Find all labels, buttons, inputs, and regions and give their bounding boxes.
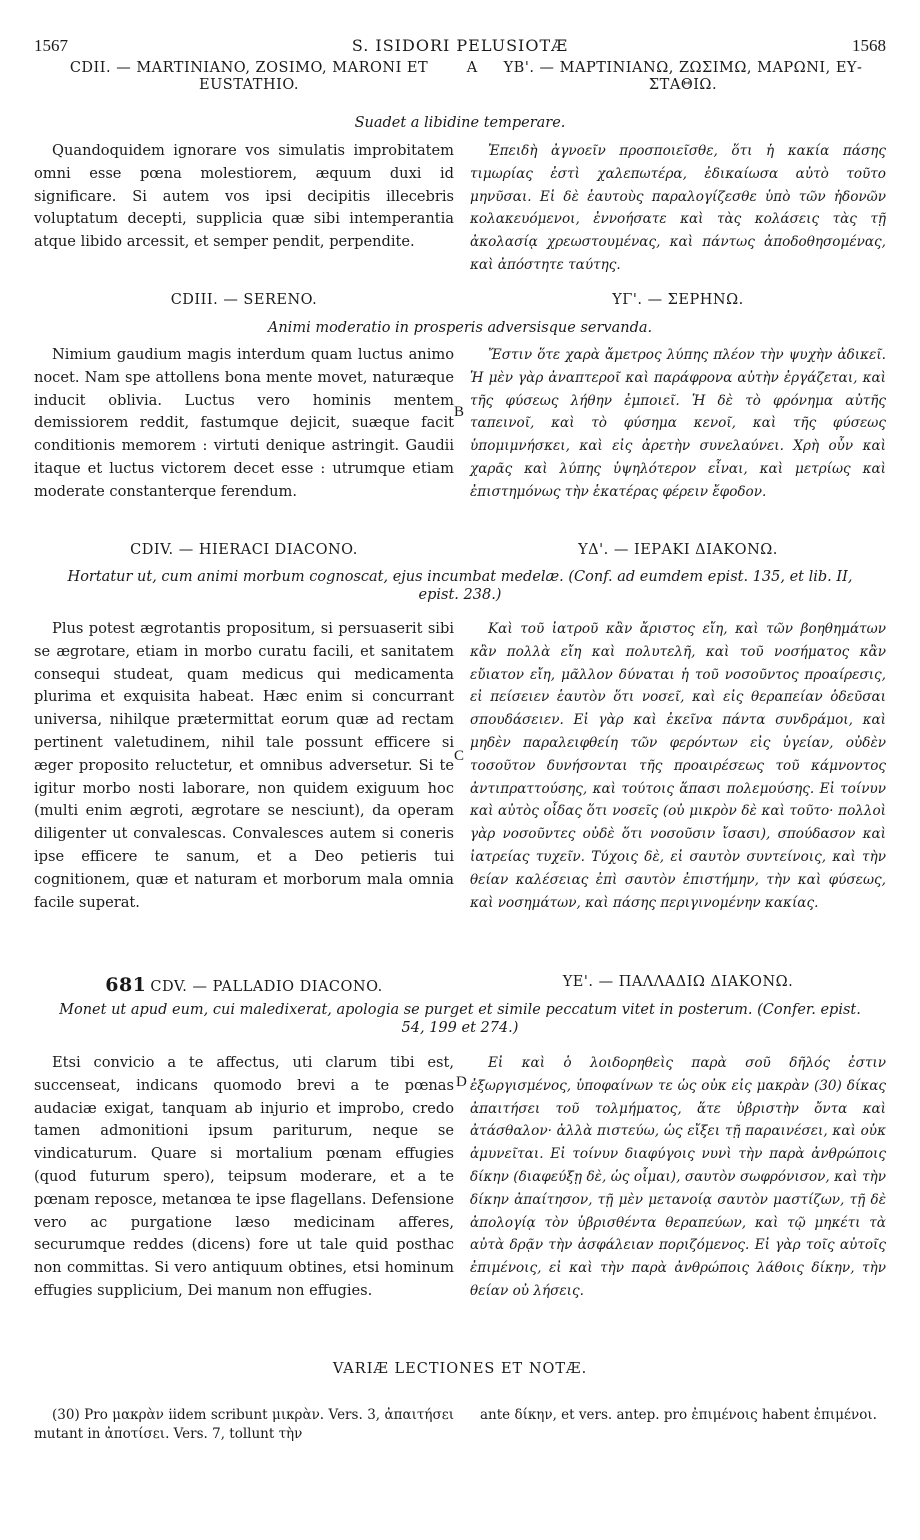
letter-403-greek-text: Ἔστιν ὅτε χαρὰ ἄμετρος λύπης πλέον τὴν ψυχὴν ἀδικεῖ. Ἡ μὲν γὰρ ἀναπτεροῖ καὶ παράφρονα αὐτὴν ἐργάζεται, καὶ τῆς φύσεως λήθην ἐμποιεῖ. Ἡ δὲ τὸ φρόνημα αὐτῆς ταπεινοῖ, καὶ τὸ φύσημα κενοῖ, καὶ τῆς φύσεως ὑπομιμνήσκει, καὶ εἰς ἀρετὴν συνελαύνει. Χρὴ οὖν καὶ χαρᾶς καὶ λύπης ὑψηλότερον εἶναι, καὶ μετρίως καὶ ἐπιστημόνως τὴν ἑκατέρας φέρειν ἔφοδον. (470, 347, 886, 500)
letter-405-greek-title: ΥΕ'. — ΠΑΛΛΑΔΙΩ ΔΙΑΚΟΝΩ. (562, 974, 794, 990)
letter-405-latin-title: 681 CDV. — PALLADIO DIACONO. (105, 974, 383, 996)
page-header (34, 36, 886, 58)
letter-404-greek-title: ΥΔ'. — ΙΕΡΑΚΙ ΔΙΑΚΟΝΩ. (578, 542, 778, 558)
book-title: S. ISIDORI PELUSIOTÆ (351, 36, 569, 55)
note-30-right: ante δίκην, et vers. antep. pro ἐπιμένοις habent ἐπιμένοι. (480, 1407, 877, 1423)
letter-404-summary: Hortatur ut, cum animi morbum cognoscat, ejus incumbat medelæ. (Conf. ad eumdem epist. 135, et lib. II, epist. 238.) (67, 569, 853, 603)
letter-403-greek-title: ΥΓ'. — ΣΕΡΗΝΩ. (612, 292, 744, 308)
letter-402-summary: Suadet a libidine temperare. (354, 115, 566, 131)
letter-405-latin-text: Etsi convicio a te affectus, uti clarum tibi est, succenseat, indicans quomodo brevi a te pœnas audaciæ exigat, tanquam ab injurio et improbo, credo tamen admonitioni ipsum pariturum, neque se vindicaturum. Quare si mortalium pœnam effugies (quod futurum spero), teipsum moderare, et a te pœnam reposce, metanœa te ipse flagellans. Defensione vero ac purgatione læso medicinam afferes, securumque reddes (dicens) fore ut tale quid posthac non committas. Si vero antiquum obtines, etsi hominum effugies supplicium, Dei manum non effugies. (34, 1054, 454, 1299)
right-page-number: 1568 (852, 36, 886, 55)
letter-403-summary: Animi moderatio in prosperis adversisque servanda. (267, 320, 653, 336)
letter-404-latin-title: CDIV. — HIERACI DIACONO. (130, 542, 358, 558)
letter-402-latin-text: Quandoquidem ignorare vos simulatis improbitatem omni esse pœna molestiorem, æquum duxi id significare. Si autem vos ipsi decipitis illecebris voluptatum decepti, supplicia quæ sibi intemperantia atque libido arcessit, et semper pendit, perpendite. (34, 142, 454, 251)
running-head (34, 60, 886, 100)
margin-marker-d: D (456, 1074, 467, 1090)
margin-marker-a: A (466, 60, 478, 76)
margin-marker-b: B (454, 404, 465, 420)
margin-marker-c: C (454, 748, 465, 764)
letter-404-greek-text: Καὶ τοῦ ἰατροῦ κἂν ἄριστος εἴη, καὶ τῶν βοηθημάτων κἂν πολλὰ εἴη καὶ πολυτελῆ, καὶ τοῦ νοσήματος κἂν εὔιατον εἴη, μᾶλλον δύναται ἡ τοῦ νοσοῦντος προαίρεσις, εἰ πείσειεν ἑαυτὸν ὅτι νοσεῖ, καὶ εἰς θεραπείαν ὁδεῦσαι σπουδάσειεν. Εἰ γὰρ καὶ ἐκεῖνα πάντα συνδράμοι, καὶ μηδὲν παραλειφθείη τῶν φερόντων εἰς ὑγείαν, οὐδὲν τοσοῦτον δυνήσονται τῆς προαιρέσεως τοῦ κάμνοντος ἀντιπραττούσης, καὶ τούτοις ἅπασι πολεμούσης. Εἰ τοίνυν καὶ αὐτὸς οἶδας ὅτι νοσεῖς (οὐ μικρὸν δὲ καὶ τοῦτο· πολλοὶ γὰρ νοσοῦντες οὐδὲ ὅτι νοσοῦσιν ἴσασι), σπούδασον καὶ ἰατρείας τυχεῖν. Τύχοις δὲ, εἰ σαυτὸν συντείνοις, καὶ τὴν θείαν καλέσειας ἐπὶ σαυτὸν ἐπιστήμην, τὴν καὶ φύσεως, καὶ νοσημάτων, καὶ πάσης περιγινομένην κακίας. (470, 621, 886, 911)
letter-403-latin-text: Nimium gaudium magis interdum quam luctus animo nocet. Nam spe attollens bona mente movet, naturæque inducit oblivia. Luctus vero hominis mentem demissiorem reddit, fastumque dejicit, suæque facit conditionis memorem : virtuti denique astringit. Gaudii itaque et luctus victorem decet esse : utrumque etiam moderate constanterque ferendum. (34, 346, 454, 500)
notes-heading: VARIÆ LECTIONES ET NOTÆ. (332, 1361, 588, 1377)
letter-404-latin-text: Plus potest ægrotantis propositum, si persuaserit sibi se ægrotare, etiam in morbo curatu facili, et sanitatem consequi studeat, quam medicus qui medicamenta plurima et exquisita habeat. Hæc enim si concurrant universa, nihilque prætermittat eorum quæ ad rectam pertinent valetudinem, nihil tale possunt efficere si æger proposito reluctetur, et omnibus adversetur. Si te igitur morbo nosti laborare, non quidem exiguum hoc (multi enim ægroti, ægrotare se nesciunt), da operam diligenter ut convalescas. Convalesces autem si coneris ipse efficere te sanum, et a Deo petieris tui cognitionem, quæ et naturam et morborum mala omnia facile superat. (34, 620, 454, 911)
letter-405-summary: Monet ut apud eum, cui maledixerat, apologia se purget et simile peccatum vitet in posterum. (Confer. epist. 54, 199 et 274.) (59, 1002, 861, 1036)
letter-402-greek-text: Ἐπειδὴ ἀγνοεῖν προσποιεῖσθε, ὅτι ἡ κακία πάσης τιμωρίας ἐστὶ χαλεπωτέρα, ἐδικαίωσα αὐτὸ τοῦτο μηνῦσαι. Εἰ δὲ ἑαυτοὺς παραλογίζεσθε ὑπὸ τῶν ἡδονῶν κολακευόμενοι, ἐννοήσατε καὶ τὰς κολάσεις τὰς τῇ ἀκολασίᾳ χρεωστουμένας, καὶ πάντως ἀποδοθησομένας, καὶ ἀπόστητε ταύτης. (470, 143, 886, 273)
note-30-left: (30) Pro μακρὰν iidem scribunt μικρὰν. Vers. 3, ἀπαιτήσει mutant in ἀποτίσει. Vers. 7, tollunt τὴν (34, 1407, 454, 1442)
greek-running-head: ΥΒ'. — ΜΑΡΤΙΝΙΑΝΩ, ΖΩΣΙΜΩ, ΜΑΡΩΝΙ, ΕΥ- ΣΤΑΘΙΩ. (503, 60, 863, 93)
letter-405-greek-text: Εἰ καὶ ὁ λοιδορηθεὶς παρὰ σοῦ δῆλός ἐστιν ἐξωργισμένος, ὑποφαίνων τε ὡς οὐκ εἰς μακρὰν (30) δίκας ἀπαιτήσει τοῦ τολμήματος, ἅτε ὑβριστὴν ὄντα καὶ ἀτάσθαλον· ἀλλὰ πιστεύω, ὡς εἴξει τῇ παραινέσει, καὶ οὐκ ἀμυνεῖται. Εἰ τοίνυν διαφύγοις νυνὶ τὴν παρὰ ἀνθρώποις δίκην (διαφεύξῃ δὲ, ὡς οἶμαι), σαυτὸν σωφρόνισον, καὶ τὴν δίκην ἀπαίτησον, τῇ μὲν μετανοίᾳ σαυτὸν μαστίζων, τῇ δὲ ἀπολογίᾳ τὸν ὑβρισθέντα θεραπεύων, καὶ τῷ μηκέτι τὰ αὐτὰ δρᾷν τὴν ἀσφάλειαν ποριζόμενος. Εἰ γὰρ τοῖς αὐτοῖς ἐπιμένοις, εἰ καὶ τὴν παρὰ ἀνθρώποις λάθοις δίκην, τὴν θείαν οὐ λήσεις. (470, 1055, 886, 1299)
letter-403-latin-title: CDIII. — SERENO. (170, 292, 318, 308)
latin-running-head: CDII. — MARTINIANO, ZOSIMO, MARONI ET EUSTATHIO. (69, 60, 429, 93)
left-page-number: 1567 (34, 36, 68, 55)
column-number-681: 681 (105, 974, 147, 996)
